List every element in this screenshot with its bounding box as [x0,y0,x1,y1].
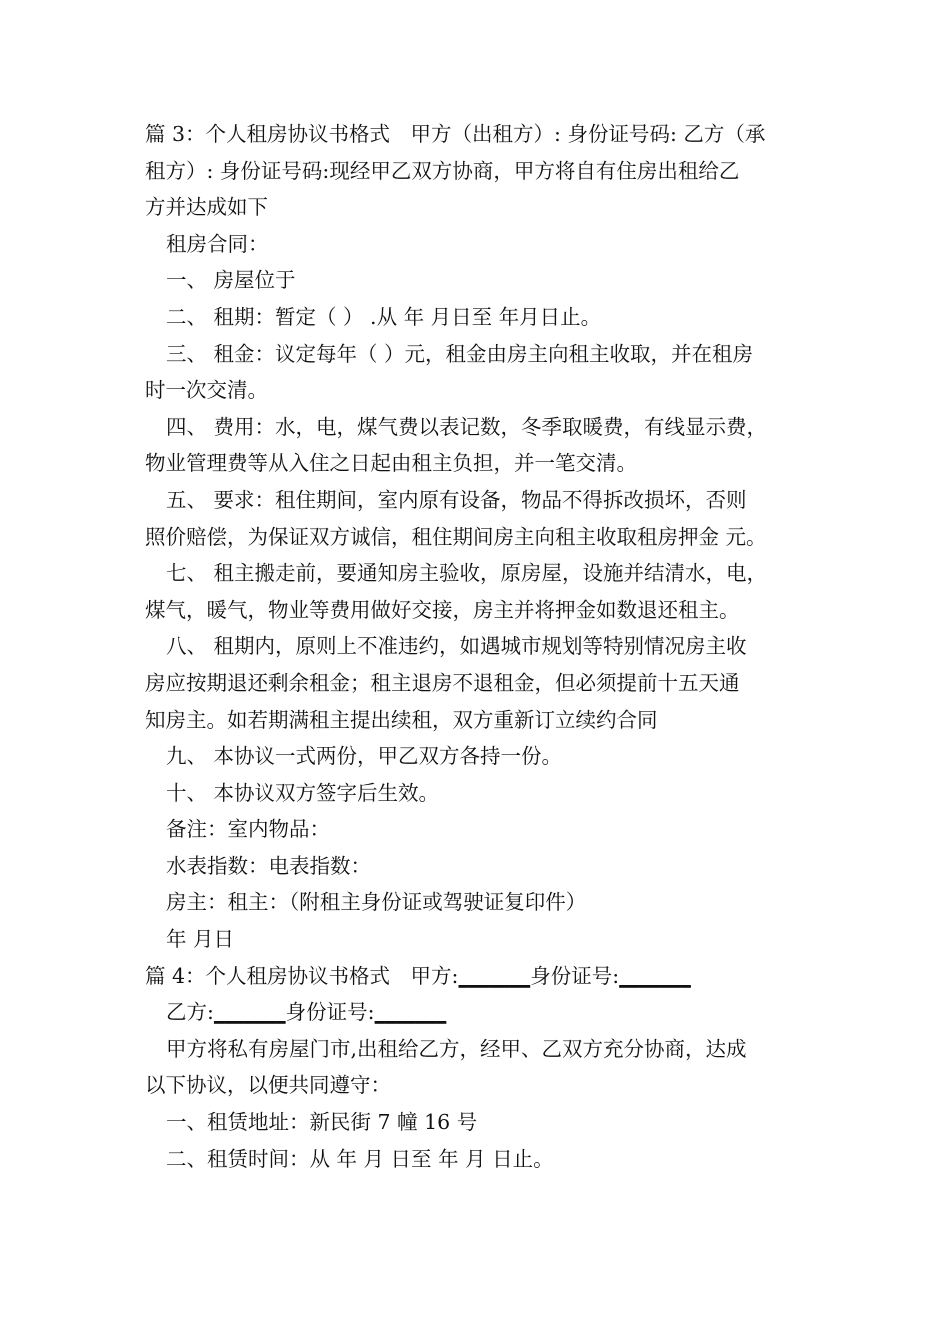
section-4-body [145,1031,810,1177]
text-line: 篇 3：个人租房协议书格式 甲方（出租方）: 身份证号码: 乙方（承 [145,122,766,146]
section-4-header [145,958,810,995]
party-b-id-blank: _______ [374,1000,447,1025]
text-line: 八、 租期内，原则上不准违约，如遇城市规划等特别情况房主收 [166,634,747,659]
text-line: 房主：租主：（附租主身份证或驾驶证复印件） [166,890,587,915]
text-line: 时一次交清。 [145,378,268,403]
party-b-line [145,994,810,1031]
text-line: 方并达成如下 [145,195,268,220]
text-line: 房应按期退还剩余租金；租主退房不退租金，但必须提前十五天通 [145,670,740,695]
text-line: 二、租赁时间：从 年 月 日至 年 月 日止。 [166,1146,554,1171]
section-4-title: 篇 4：个人租房协议书格式 甲方: [145,963,459,988]
text-line: 四、 费用：水，电，煤气费以表记数，冬季取暖费，有线显示费， [166,414,768,439]
text-line: 十、 本协议双方签字后生效。 [166,780,440,805]
text-line: 一、 房屋位于 [166,268,296,293]
text-line: 租方）: 身份证号码:现经甲乙双方协商，甲方将自有住房出租给乙 [145,158,740,183]
text-line: 三、 租金：议定每年（ ）元，租金由房主向租主收取，并在租房 [166,341,754,366]
party-a-blank: _______ [458,963,531,988]
text-line: 九、 本协议一式两份，甲乙双方各持一份。 [166,744,563,769]
party-a-id-blank: _______ [619,963,691,988]
text-line: 五、 要求：租住期间，室内原有设备，物品不得拆改损坏，否则 [166,487,747,512]
text-line: 甲方将私有房屋门市,出租给乙方，经甲、乙双方充分协商，达成 [166,1036,747,1061]
id-label: 身份证号: [530,963,620,988]
text-line: 知房主。如若期满租主提出续租，双方重新订立续约合同 [145,707,658,732]
text-line: 二、 租期：暂定（ ） .从 年 月日至 年月日止。 [166,304,602,329]
text-line: 备注：室内物品： [166,817,330,842]
text-line: 水表指数：电表指数： [166,853,371,878]
document-body [145,116,810,1177]
id-label: 身份证号: [285,1000,375,1025]
text-line: 物业管理费等从入住之日起由租主负担，并一笔交清。 [145,451,637,476]
text-line: 照价赔偿，为保证双方诚信，租住期间房主向租主收取租房押金 元。 [145,524,767,549]
text-line: 以下协议，以便共同遵守： [145,1073,391,1098]
text-line: 租房合同： [166,231,269,256]
party-b-blank: _______ [213,1000,286,1025]
party-b-label: 乙方: [166,1000,214,1025]
text-line: 一、租赁地址：新民街 7 幢 16 号 [166,1110,478,1135]
section-3 [145,116,810,958]
text-line: 年 月日 [166,927,235,952]
text-line: 七、 租主搬走前，要通知房主验收，原房屋，设施并结清水，电， [166,561,768,586]
text-line: 煤气，暖气，物业等费用做好交接，房主并将押金如数退还租主。 [145,597,740,622]
